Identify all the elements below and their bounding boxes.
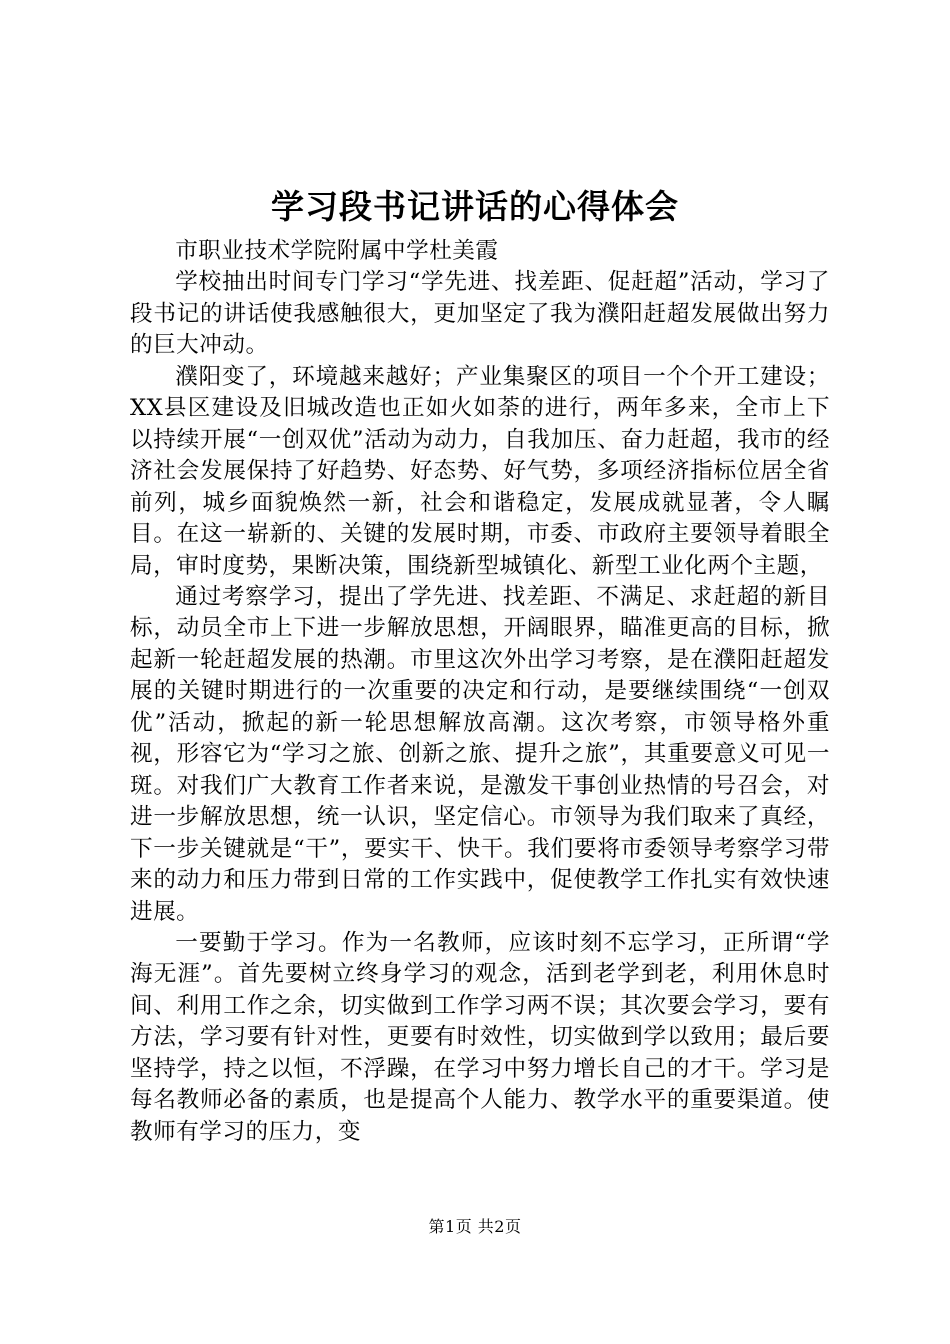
- page-number-footer: 第1页 共2页: [428, 1217, 522, 1236]
- document-title: 学习段书记讲话的心得体会: [271, 187, 679, 226]
- body-paragraph: 学校抽出时间专门学习“学先进、找差距、促赶超”活动，学习了段书记的讲话使我感触很大，更加坚定了我为濮阳赶超发展做出努力的巨大冲动。: [130, 269, 830, 359]
- document-body: [130, 236, 830, 1148]
- body-paragraph: 一要勤于学习。作为一名教师，应该时刻不忘学习，正所谓“学海无涯”。首先要树立终身学习的观念，活到老学到老，利用休息时间、利用工作之余，切实做到工作学习两不误；其次要会学习，要有方法，学习要有针对性，更要有时效性，切实做到学以致用；最后要坚持学，持之以恒，不浮躁，在学习中努力增长自己的才干。学习是每名教师必备的素质，也是提高个人能力、教学水平的重要渠道。使教师有学习的压力，变: [130, 929, 830, 1145]
- author-line: 市职业技术学院附属中学杜美霞: [175, 238, 499, 264]
- body-paragraph: 濮阳变了，环境越来越好；产业集聚区的项目一个个开工建设；XX县区建设及旧城改造也正如火如荼的进行，两年多来，全市上下以持续开展“一创双优”活动为动力，自我加压、奋力赶超，我市的经济社会发展保持了好趋势、好态势、好气势，多项经济指标位居全省前列，城乡面貌焕然一新，社会和谐稳定，发展成就显著，令人瞩目。在这一崭新的、关键的发展时期，市委、市政府主要领导着眼全局，审时度势，果断决策，围绕新型城镇化、新型工业化两个主题，: [130, 363, 830, 579]
- body-paragraph: 通过考察学习，提出了学先进、找差距、不满足、求赶超的新目标，动员全市上下进一步解放思想，开阔眼界，瞄准更高的目标，掀起新一轮赶超发展的热潮。市里这次外出学习考察，是在濮阳赶超发展的关键时期进行的一次重要的决定和行动，是要继续围绕“一创双优”活动，掀起的新一轮思想解放高潮。这次考察，市领导格外重视，形容它为“学习之旅、创新之旅、提升之旅”，其重要意义可见一斑。对我们广大教育工作者来说，是激发干事创业热情的号召会，对进一步解放思想，统一认识，坚定信心。市领导为我们取来了真经，下一步关键就是“干”，要实干、快干。我们要将市委领导考察学习带来的动力和压力带到日常的工作实践中，促使教学工作扎实有效快速进展。: [130, 583, 830, 925]
